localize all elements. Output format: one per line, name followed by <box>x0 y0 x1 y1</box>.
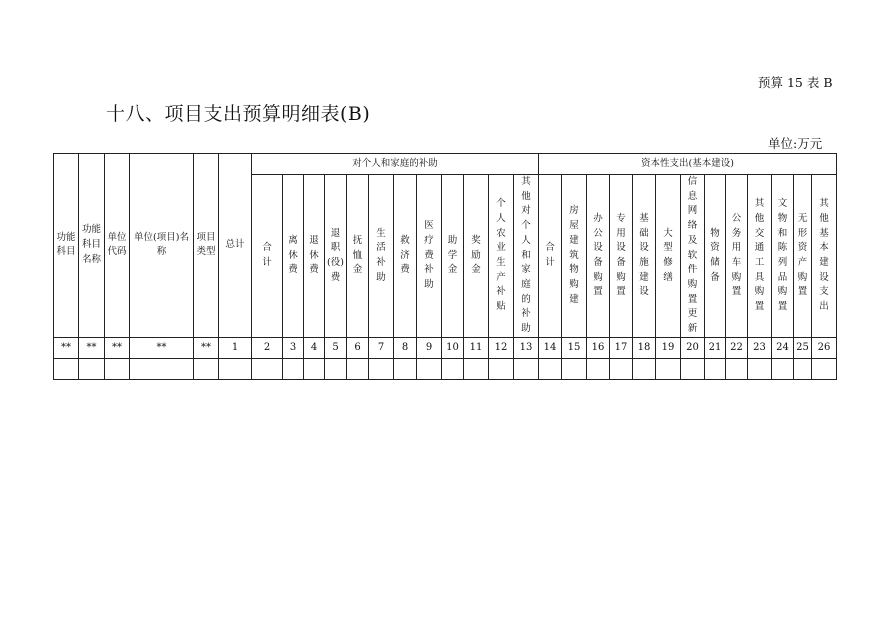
table-cell <box>54 358 79 379</box>
table-cell <box>325 358 347 379</box>
table-cell <box>794 358 812 379</box>
table-cell <box>369 358 394 379</box>
index-cell: 21 <box>705 337 726 358</box>
column-header: 其 他 交 通 工 具 购 置 <box>748 175 772 338</box>
header-cell: 功能科目 <box>54 154 79 338</box>
column-header: 抚 恤 金 <box>347 175 369 338</box>
column-header: 专 用 设 备 购 置 <box>610 175 633 338</box>
column-header: 助 学 金 <box>442 175 464 338</box>
table-cell <box>464 358 489 379</box>
index-cell: 15 <box>562 337 587 358</box>
table-cell <box>587 358 610 379</box>
column-header: 无 形 资 产 购 置 <box>794 175 812 338</box>
index-cell: 20 <box>681 337 705 358</box>
budget-detail-table <box>53 153 837 380</box>
column-header: 合 计 <box>539 175 562 338</box>
table-cell <box>79 358 105 379</box>
index-cell: 6 <box>347 337 369 358</box>
index-cell: 23 <box>748 337 772 358</box>
column-header: 大 型 修 缮 <box>656 175 681 338</box>
index-cell: 4 <box>304 337 325 358</box>
index-cell: 25 <box>794 337 812 358</box>
column-header: 其 他 基 本 建 设 支 出 <box>812 175 837 338</box>
index-cell: ** <box>105 337 130 358</box>
index-cell: ** <box>54 337 79 358</box>
column-header: 基 础 设 施 建 设 <box>633 175 656 338</box>
index-row <box>54 337 837 358</box>
column-header: 房 屋 建 筑 物 购 建 <box>562 175 587 338</box>
column-header: 合 计 <box>252 175 283 338</box>
column-header: 个 人 农 业 生 产 补 贴 <box>489 175 514 338</box>
column-header: 物 资 储 备 <box>705 175 726 338</box>
column-header: 救 济 费 <box>394 175 417 338</box>
index-cell: 18 <box>633 337 656 358</box>
table-cell <box>562 358 587 379</box>
index-cell: 19 <box>656 337 681 358</box>
form-code: 预算 15 表 B <box>758 75 833 90</box>
column-header: 退 职 (役) 费 <box>325 175 347 338</box>
table-cell <box>394 358 417 379</box>
index-cell: 1 <box>219 337 252 358</box>
index-cell: 10 <box>442 337 464 358</box>
column-header: 奖 励 金 <box>464 175 489 338</box>
index-cell: 24 <box>772 337 794 358</box>
index-cell: 14 <box>539 337 562 358</box>
table-cell <box>633 358 656 379</box>
column-header: 办 公 设 备 购 置 <box>587 175 610 338</box>
index-cell: ** <box>79 337 105 358</box>
page-title: 十八、项目支出预算明细表(B) <box>106 103 371 125</box>
table-cell <box>194 358 219 379</box>
column-header: 其 他 对 个 人 和 家 庭 的 补 助 <box>514 175 539 338</box>
table-cell <box>748 358 772 379</box>
index-cell: 8 <box>394 337 417 358</box>
table-cell <box>705 358 726 379</box>
column-header: 医 疗 费 补 助 <box>417 175 442 338</box>
table-cell <box>304 358 325 379</box>
column-header: 生 活 补 助 <box>369 175 394 338</box>
group-header-personal: 对个人和家庭的补助 <box>252 154 539 175</box>
column-header: 公 务 用 车 购 置 <box>726 175 748 338</box>
index-cell: ** <box>130 337 194 358</box>
header-cell: 单位(项目)名称 <box>130 154 194 338</box>
table-cell <box>681 358 705 379</box>
table-cell <box>283 358 304 379</box>
column-header: 文 物 和 陈 列 品 购 置 <box>772 175 794 338</box>
table-cell <box>442 358 464 379</box>
index-cell: 17 <box>610 337 633 358</box>
index-cell: 22 <box>726 337 748 358</box>
table-cell <box>417 358 442 379</box>
table-cell <box>105 358 130 379</box>
table-cell <box>726 358 748 379</box>
header-cell: 单位代码 <box>105 154 130 338</box>
header-cell: 总计 <box>219 154 252 338</box>
column-header: 退 休 费 <box>304 175 325 338</box>
index-cell: 26 <box>812 337 837 358</box>
header-cell: 功能科目名称 <box>79 154 105 338</box>
table-row <box>54 358 837 379</box>
index-cell: 5 <box>325 337 347 358</box>
table-cell <box>489 358 514 379</box>
index-cell: ** <box>194 337 219 358</box>
index-cell: 12 <box>489 337 514 358</box>
table-cell <box>812 358 837 379</box>
table-cell <box>656 358 681 379</box>
unit-label: 单位:万元 <box>768 136 823 151</box>
index-cell: 11 <box>464 337 489 358</box>
table-cell <box>610 358 633 379</box>
table-cell <box>772 358 794 379</box>
column-header: 信 息 网 络 及 软 件 购 置 更 新 <box>681 175 705 338</box>
table-cell <box>130 358 194 379</box>
index-cell: 9 <box>417 337 442 358</box>
index-cell: 16 <box>587 337 610 358</box>
index-cell: 3 <box>283 337 304 358</box>
table-cell <box>539 358 562 379</box>
group-header-capital: 资本性支出(基本建设) <box>539 154 837 175</box>
column-header: 离 休 费 <box>283 175 304 338</box>
table-cell <box>252 358 283 379</box>
index-cell: 13 <box>514 337 539 358</box>
index-cell: 7 <box>369 337 394 358</box>
table-cell <box>219 358 252 379</box>
index-cell: 2 <box>252 337 283 358</box>
table-cell <box>514 358 539 379</box>
header-cell: 项目类型 <box>194 154 219 338</box>
table-cell <box>347 358 369 379</box>
